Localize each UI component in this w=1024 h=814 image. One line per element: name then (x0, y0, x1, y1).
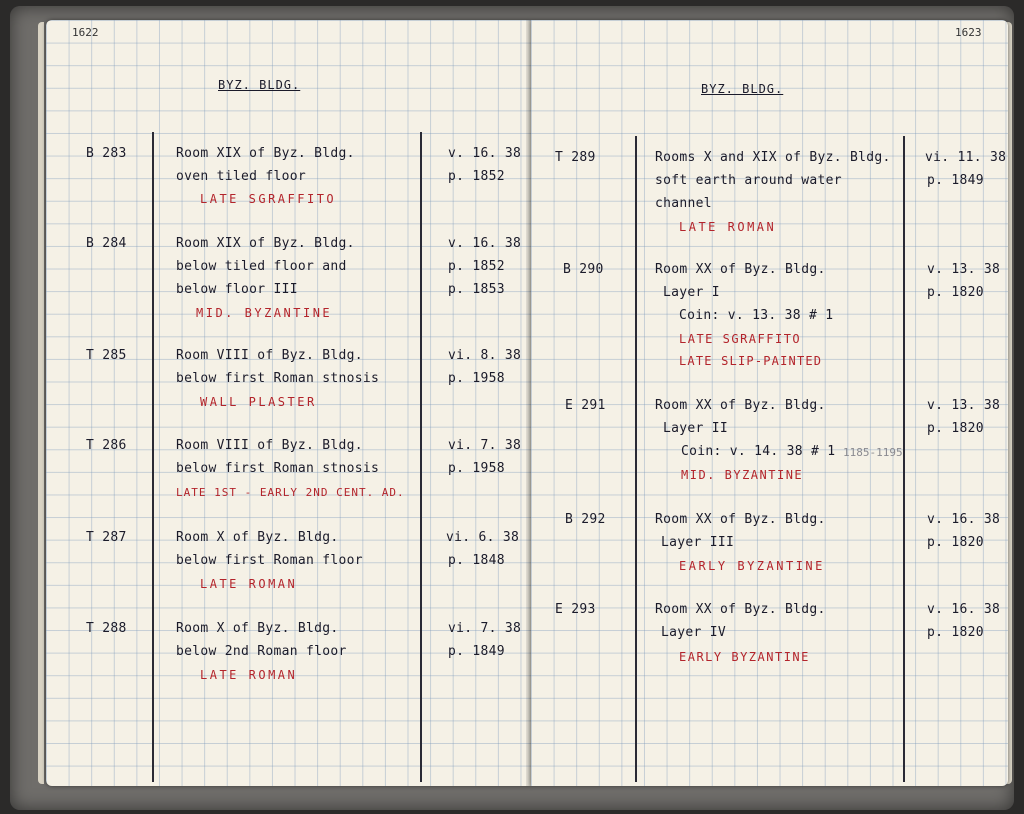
entry-line: below tiled floor and (176, 259, 347, 274)
entry-id: T 287 (86, 530, 127, 545)
entry-date: v. 16. 38 (927, 512, 1001, 527)
entry-id: T 289 (555, 150, 596, 165)
entry-page-ref: p. 1958 (448, 371, 505, 386)
entry-page-ref: p. 1852 (448, 169, 505, 184)
entry-date: vi. 7. 38 (448, 438, 522, 453)
entry-id: E 291 (565, 398, 606, 413)
entry-page-ref: p. 1849 (448, 644, 505, 659)
left-page (46, 20, 531, 786)
entry-page-ref: p. 1853 (448, 282, 505, 297)
entry-line: Room XIX of Byz. Bldg. (176, 146, 355, 161)
entry-id: B 284 (86, 236, 127, 251)
entry-line: Room VIII of Byz. Bldg. (176, 438, 363, 453)
entry-period: LATE SGRAFFITO (679, 332, 802, 346)
column-rule (635, 136, 637, 782)
entry-line: Rooms X and XIX of Byz. Bldg. (655, 150, 891, 165)
entry-period: LATE SLIP-PAINTED (679, 354, 823, 368)
entry-period: EARLY BYZANTINE (679, 559, 825, 573)
entry-date: vi. 7. 38 (448, 621, 522, 636)
right-page (531, 20, 1008, 786)
page-edges-left (38, 22, 44, 784)
entry-line: Room X of Byz. Bldg. (176, 621, 339, 636)
entry-page-ref: p. 1852 (448, 259, 505, 274)
entry-line: Room XIX of Byz. Bldg. (176, 236, 355, 251)
pencil-note: 1185-1195 (843, 446, 903, 459)
entry-period: MID. BYZANTINE (196, 306, 333, 320)
entry-id: B 292 (565, 512, 606, 527)
entry-page-ref: p. 1820 (927, 285, 984, 300)
entry-period: LATE ROMAN (200, 668, 298, 682)
entry-line: channel (655, 196, 712, 211)
entry-date: vi. 8. 38 (448, 348, 522, 363)
column-rule (903, 136, 905, 782)
entry-date: vi. 11. 38 (925, 150, 1007, 165)
entry-id: B 283 (86, 146, 127, 161)
entry-line: Room XX of Byz. Bldg. (655, 398, 826, 413)
entry-period: LATE ROMAN (200, 577, 298, 591)
entry-line: Room VIII of Byz. Bldg. (176, 348, 363, 363)
entry-period: LATE 1ST - EARLY 2ND CENT. AD. (176, 486, 405, 499)
entry-line: Layer III (661, 535, 735, 550)
entry-id: B 290 (563, 262, 604, 277)
entry-line: below first Roman stnosis (176, 461, 380, 476)
entry-id: T 288 (86, 621, 127, 636)
entry-line: Coin: v. 14. 38 # 1 (681, 444, 836, 459)
entry-line: Coin: v. 13. 38 # 1 (679, 308, 834, 323)
entry-line: below 2nd Roman floor (176, 644, 347, 659)
page-number: 1623 (955, 26, 982, 39)
entry-line: Layer I (663, 285, 720, 300)
entry-id: T 286 (86, 438, 127, 453)
entry-id: E 293 (555, 602, 596, 617)
entry-line: soft earth around water (655, 173, 842, 188)
entry-period: EARLY BYZANTINE (679, 650, 810, 664)
entry-page-ref: p. 1849 (927, 173, 984, 188)
entry-date: v. 13. 38 (927, 262, 1001, 277)
entry-line: Room X of Byz. Bldg. (176, 530, 339, 545)
entry-page-ref: p. 1820 (927, 535, 984, 550)
entry-period: LATE SGRAFFITO (200, 192, 337, 206)
column-rule (420, 132, 422, 782)
entry-date: vi. 6. 38 (446, 530, 520, 545)
entry-line: below first Roman floor (176, 553, 363, 568)
entry-date: v. 16. 38 (448, 146, 522, 161)
entry-page-ref: p. 1848 (448, 553, 505, 568)
page-heading: BYZ. BLDG. (701, 82, 784, 96)
page-heading: BYZ. BLDG. (218, 78, 301, 92)
entry-date: v. 16. 38 (448, 236, 522, 251)
entry-period: MID. BYZANTINE (681, 468, 804, 482)
entry-line: Room XX of Byz. Bldg. (655, 602, 826, 617)
entry-period: WALL PLASTER (200, 395, 317, 409)
entry-page-ref: p. 1820 (927, 625, 984, 640)
column-rule (152, 132, 154, 782)
entry-line: Room XX of Byz. Bldg. (655, 262, 826, 277)
entry-line: oven tiled floor (176, 169, 307, 184)
entry-period: LATE ROMAN (679, 220, 777, 234)
page-number: 1622 (72, 26, 99, 39)
entry-date: v. 13. 38 (927, 398, 1001, 413)
entry-date: v. 16. 38 (927, 602, 1001, 617)
entry-page-ref: p. 1820 (927, 421, 984, 436)
entry-line: below floor III (176, 282, 298, 297)
entry-line: Layer IV (661, 625, 727, 640)
entry-line: below first Roman stnosis (176, 371, 380, 386)
entry-line: Layer II (663, 421, 729, 436)
entry-page-ref: p. 1958 (448, 461, 505, 476)
entry-id: T 285 (86, 348, 127, 363)
entry-line: Room XX of Byz. Bldg. (655, 512, 826, 527)
